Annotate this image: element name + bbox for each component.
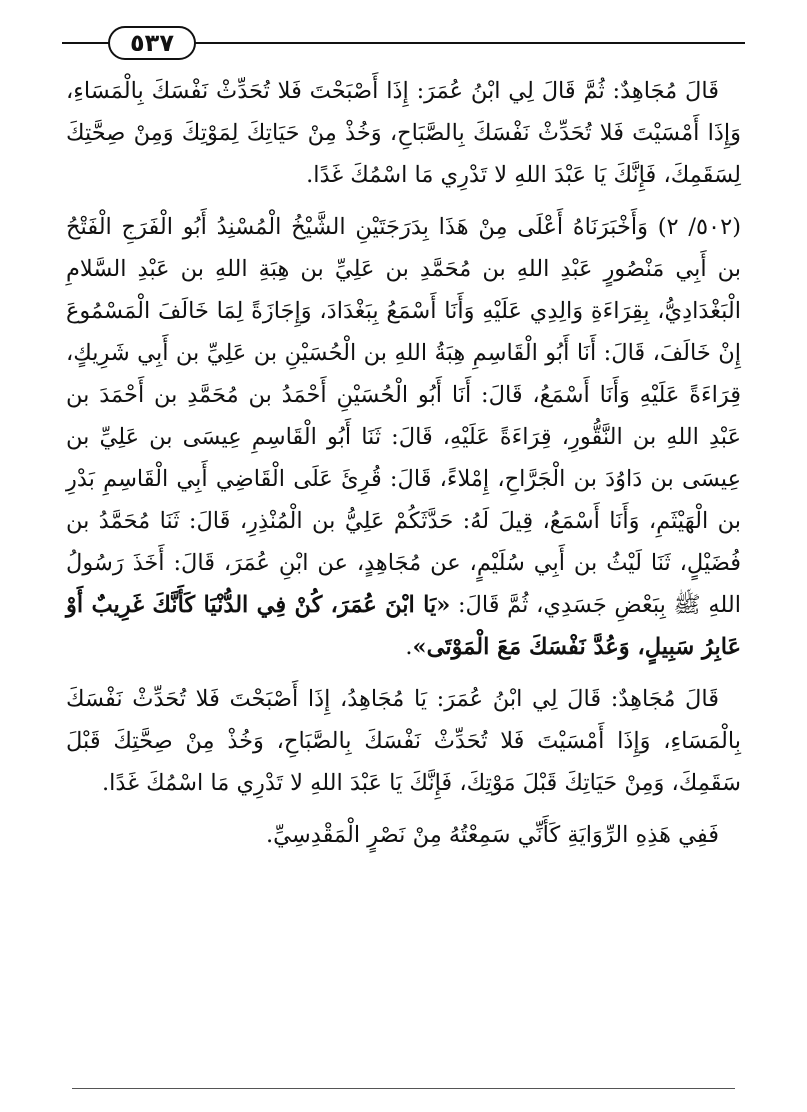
- paragraph-mujahid-first: قَالَ مُجَاهِدٌ: ثُمَّ قَالَ لِي ابْنُ عُمَرَ: إِذَا أَصْبَحْتَ فَلا تُحَدِّثْ نَفْسَكَ بِالْمَسَاءِ، وَإِذَا أَمْسَيْتَ فَلا تُحَدِّثْ نَفْسَكَ بِالصَّبَاحِ، وَخُذْ مِنْ حَيَاتِكَ لِمَوْتِكَ وَمِنْ صِحَّتِكَ لِسَقَمِكَ، فَإِنَّكَ يَا عَبْدَ اللهِ لا تَدْرِي مَا اسْمُكَ غَدًا.: [66, 78, 741, 188]
- page-number: ٥٣٧: [130, 29, 174, 57]
- page-body: [66, 70, 741, 856]
- hadith-text: «يَا ابْنَ عُمَرَ، كُنْ فِي الدُّنْيَا كَأَنَّكَ غَرِيبٌ أَوْ عَابِرُ سَبِيلٍ، وَعُدَّ نَفْسَكَ مَعَ الْمَوْتَى»: [66, 592, 741, 660]
- hadith-number: (٥٠٢/ ٢): [657, 214, 741, 240]
- isnad-end: .: [405, 634, 413, 660]
- paragraph-isnad: [66, 206, 741, 668]
- page-number-frame: [108, 26, 196, 60]
- isnad-text: وَأَخْبَرَنَاهُ أَعْلَى مِنْ هَذَا بِدَرَجَتَيْنِ الشَّيْخُ الْمُسْنِدُ أَبُو الْفَرَجِ الْفَتْحُ بن أَبِي مَنْصُورٍ عَبْدِ اللهِ بن مُحَمَّدِ بن عَلِيِّ بن هِبَةِ اللهِ بن عَبْدِ السَّلامِ الْبَغْدَادِيُّ، بِقِرَاءَةِ وَالِدِي عَلَيْهِ وَأَنَا أَسْمَعُ بِبَغْدَادَ، وَإِجَازَةً لِمَا خَالَفَ الْمَسْمُوعَ إِنْ خَالَفَ، قَالَ: أَنَا أَبُو الْقَاسِمِ هِبَةُ اللهِ بن الْحُسَيْنِ بن عَلِيِّ بن أَبِي شَرِيكٍ، قِرَاءَةً عَلَيْهِ وَأَنَا أَسْمَعُ، قَالَ: أَنَا أَبُو الْحُسَيْنِ أَحْمَدُ بن مُحَمَّدِ بن أَحْمَدَ بن عَبْدِ اللهِ بن النَّقُّورِ، قِرَاءَةً عَلَيْهِ، قَالَ: ثَنَا أَبُو الْقَاسِمِ عِيسَى بن عَلِيِّ بن عِيسَى بن دَاوُدَ بن الْجَرَّاحِ، إِمْلاءً، قَالَ: قُرِئَ عَلَى الْقَاضِي أَبِي الْقَاسِمِ بَدْرِ بن الْهَيْثَمِ، وَأَنَا أَسْمَعُ، قِيلَ لَهُ: حَدَّثَكُمْ عَلِيُّ بن الْمُنْذِرِ، قَالَ: ثَنَا مُحَمَّدُ بن فُضَيْلٍ، ثَنَا لَيْثُ بن أَبِي سُلَيْمٍ، عن مُجَاهِدٍ، عن ابْنِ عُمَرَ، قَالَ: أَخَذَ رَسُولُ اللهِ ﷺ بِبَعْضِ جَسَدِي، ثُمَّ قَالَ:: [66, 214, 741, 618]
- paragraph-mujahid-second: قَالَ مُجَاهِدٌ: قَالَ لِي ابْنُ عُمَرَ: يَا مُجَاهِدُ، إِذَا أَصْبَحْتَ فَلا تُحَدِّثْ نَفْسَكَ بِالْمَسَاءِ، وَإِذَا أَمْسَيْتَ فَلا تُحَدِّثْ نَفْسَكَ بِالصَّبَاحِ، وَخُذْ مِنْ صِحَّتِكَ قَبْلَ سَقَمِكَ، وَمِنْ حَيَاتِكَ قَبْلَ مَوْتِكَ، فَإِنَّكَ يَا عَبْدَ اللهِ لا تَدْرِي مَا اسْمُكَ غَدًا.: [66, 686, 741, 796]
- footer-rule: [72, 1088, 735, 1089]
- paragraph-closing-note: فَفِي هَذِهِ الرِّوَايَةِ كَأَنِّي سَمِعْتُهُ مِنْ نَصْرٍ الْمَقْدِسِيِّ.: [266, 822, 719, 848]
